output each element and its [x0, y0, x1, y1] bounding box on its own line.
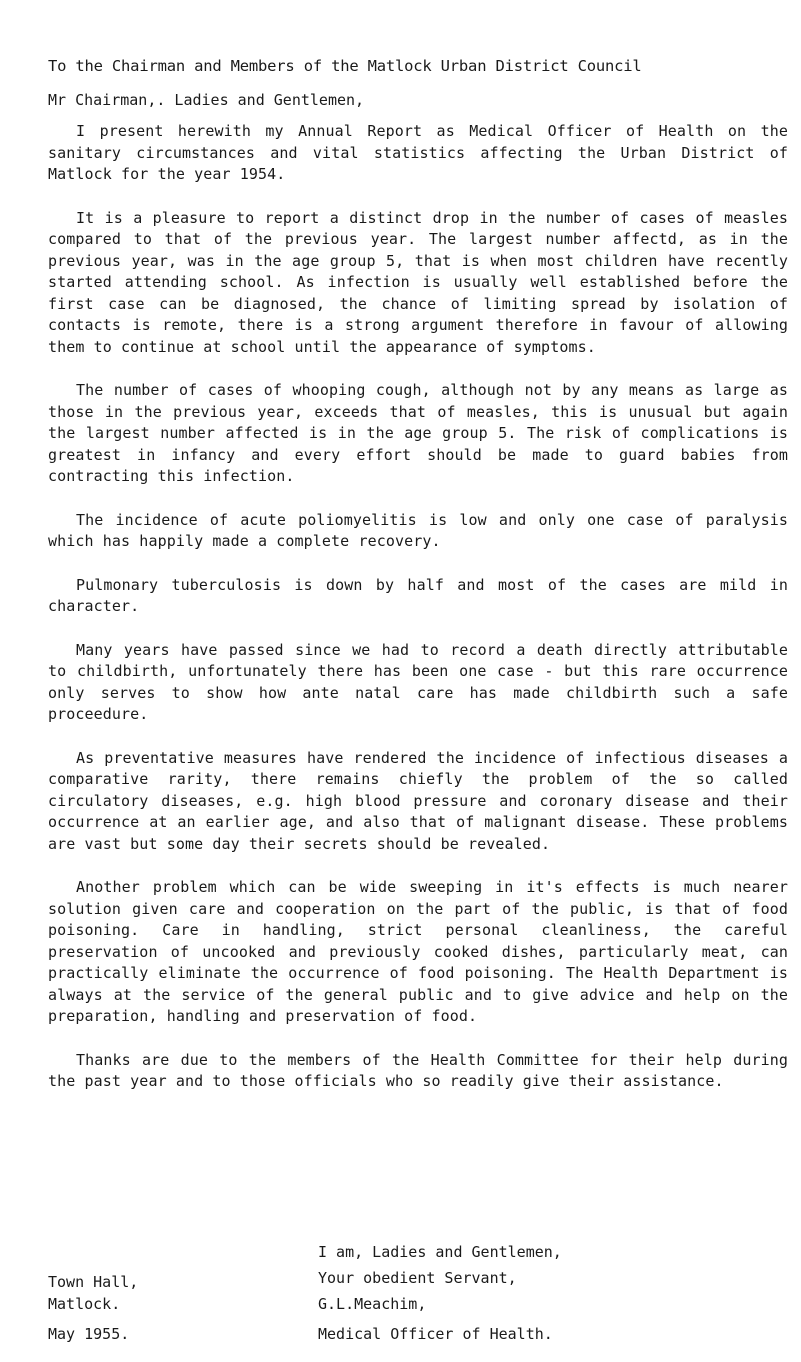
paragraph-intro: I present herewith my Annual Report as Medical Officer of Health on the sanitary circumstances and vital statistics affecting the Urban District of Matlock for the year 1954. — [48, 122, 788, 183]
closing-line-2: Your obedient Servant, — [318, 1269, 517, 1287]
signatory-name: G.L.Meachim, — [318, 1295, 427, 1313]
paragraph-food-poisoning: Another problem which can be wide sweeping in it's effects is much nearer solution given care and cooperation on the part of the public, is that of food poisoning. Care in handling, strict personal cleanliness, the careful preservation of uncooked and previously cooked dishes, particularly meat, can practically eliminate the occurrence of food poisoning. The Health Department is always at the service of the general public and to give advice and help on the preparation, handling and preservation of food. — [48, 878, 788, 1025]
address-line-1: Town Hall, — [48, 1273, 139, 1291]
paragraph-measles: It is a pleasure to report a distinct drop in the number of cases of measles compared to that of the previous year. The largest number affectd, as in the previous year, was in the age group 5, that is when most children have recently started attending school. As infection is usually well established before the first case can be diagnosed, the chance of limiting spread by isolation of contacts is remote, there is a strong argument therefore in favour of allowing them to continue at school until the appearance of symptoms. — [48, 208, 788, 356]
letter-heading: To the Chairman and Members of the Matlock Urban District Council — [48, 57, 642, 75]
paragraph-tuberculosis: Pulmonary tuberculosis is down by half and most of the cases are mild in character. — [48, 575, 788, 615]
salutation: Mr Chairman,. Ladies and Gentlemen, — [48, 90, 365, 109]
paragraph-circulatory-disease: As preventative measures have rendered the incidence of infectious diseases a comparative rarity, there remains chiefly the problem of the so called circulatory diseases, e.g. high blood pressure and coronary disease and their occurrence at an earlier age, and also that of malignant disease. These problems are vast but some day their secrets should be revealed. — [48, 748, 788, 853]
signatory-title: Medical Officer of Health. — [318, 1325, 553, 1343]
letter-date: May 1955. — [48, 1325, 130, 1343]
address-line-2: Matlock. — [48, 1295, 121, 1313]
paragraph-poliomyelitis: The incidence of acute poliomyelitis is low and only one case of paralysis which has happily made a complete recovery. — [48, 510, 788, 550]
paragraph-thanks: Thanks are due to the members of the Health Committee for their help during the past year and to those officials who so readily give their assistance. — [48, 1050, 788, 1090]
paragraph-whooping-cough: The number of cases of whooping cough, although not by any means as large as those in the previous year, exceeds that of measles, this is unusual but again the largest number affected is in the age group 5. The risk of complications is greatest in infancy and every effort should be made to guard babies from contracting this infection. — [48, 381, 788, 485]
closing-line-1: I am, Ladies and Gentlemen, — [318, 1243, 562, 1261]
paragraph-childbirth: Many years have passed since we had to record a death directly attributable to childbirth, unfortunately there has been one case - but this rare occurrence only serves to show how ante natal care has made childbirth such a safe proceedure. — [48, 640, 788, 723]
report-letter — [48, 56, 788, 1093]
